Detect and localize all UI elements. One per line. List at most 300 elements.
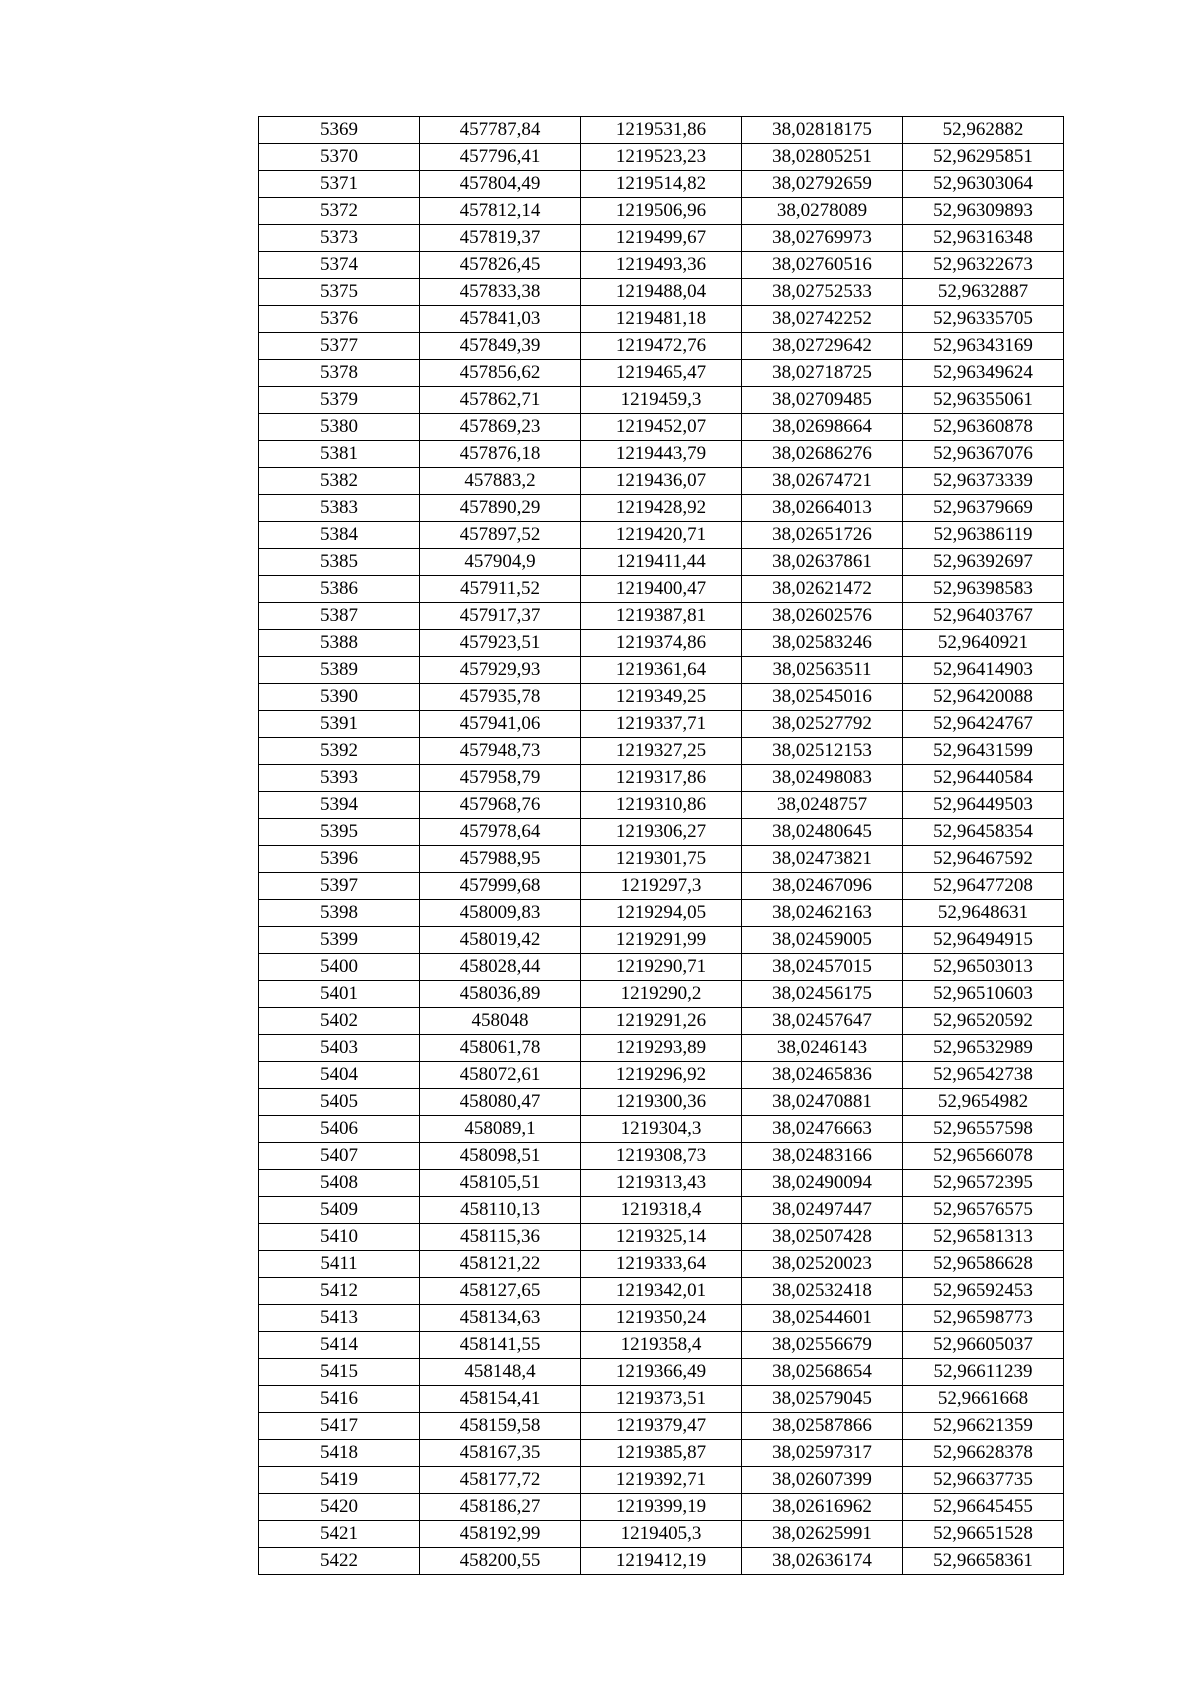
table-row: [259, 1305, 1064, 1332]
table-row: [259, 711, 1064, 738]
longitude-cell: 38,02512153: [742, 738, 903, 765]
y-coordinate-cell: 1219385,87: [581, 1440, 742, 1467]
table-row: [259, 1143, 1064, 1170]
longitude-cell: 38,02636174: [742, 1548, 903, 1575]
latitude-cell: 52,96576575: [903, 1197, 1064, 1224]
y-coordinate-cell: 1219488,04: [581, 279, 742, 306]
latitude-cell: 52,96414903: [903, 657, 1064, 684]
point-number-cell: 5401: [259, 981, 420, 1008]
y-coordinate-cell: 1219400,47: [581, 576, 742, 603]
point-number-cell: 5381: [259, 441, 420, 468]
table-row: [259, 252, 1064, 279]
table-row: [259, 1440, 1064, 1467]
longitude-cell: 38,02752533: [742, 279, 903, 306]
x-coordinate-cell: 457917,37: [420, 603, 581, 630]
x-coordinate-cell: 457897,52: [420, 522, 581, 549]
table-row: [259, 603, 1064, 630]
y-coordinate-cell: 1219452,07: [581, 414, 742, 441]
table-row: [259, 549, 1064, 576]
x-coordinate-cell: 458089,1: [420, 1116, 581, 1143]
coordinates-table: [258, 116, 1064, 1575]
point-number-cell: 5374: [259, 252, 420, 279]
table-row: [259, 1548, 1064, 1575]
y-coordinate-cell: 1219327,25: [581, 738, 742, 765]
latitude-cell: 52,96295851: [903, 144, 1064, 171]
longitude-cell: 38,02490094: [742, 1170, 903, 1197]
point-number-cell: 5410: [259, 1224, 420, 1251]
y-coordinate-cell: 1219531,86: [581, 117, 742, 144]
longitude-cell: 38,02792659: [742, 171, 903, 198]
longitude-cell: 38,02556679: [742, 1332, 903, 1359]
point-number-cell: 5394: [259, 792, 420, 819]
table-row: [259, 792, 1064, 819]
y-coordinate-cell: 1219313,43: [581, 1170, 742, 1197]
y-coordinate-cell: 1219387,81: [581, 603, 742, 630]
table-row: [259, 846, 1064, 873]
table-row: [259, 144, 1064, 171]
x-coordinate-cell: 458177,72: [420, 1467, 581, 1494]
point-number-cell: 5418: [259, 1440, 420, 1467]
table-row: [259, 387, 1064, 414]
longitude-cell: 38,02698664: [742, 414, 903, 441]
x-coordinate-cell: 457941,06: [420, 711, 581, 738]
x-coordinate-cell: 458141,55: [420, 1332, 581, 1359]
x-coordinate-cell: 457948,73: [420, 738, 581, 765]
longitude-cell: 38,02462163: [742, 900, 903, 927]
table-row: [259, 414, 1064, 441]
latitude-cell: 52,96532989: [903, 1035, 1064, 1062]
point-number-cell: 5402: [259, 1008, 420, 1035]
x-coordinate-cell: 457804,49: [420, 171, 581, 198]
x-coordinate-cell: 458009,83: [420, 900, 581, 927]
longitude-cell: 38,02729642: [742, 333, 903, 360]
table-row: [259, 306, 1064, 333]
y-coordinate-cell: 1219310,86: [581, 792, 742, 819]
table-row: [259, 900, 1064, 927]
point-number-cell: 5375: [259, 279, 420, 306]
latitude-cell: 52,96510603: [903, 981, 1064, 1008]
latitude-cell: 52,9661668: [903, 1386, 1064, 1413]
point-number-cell: 5406: [259, 1116, 420, 1143]
longitude-cell: 38,02709485: [742, 387, 903, 414]
point-number-cell: 5380: [259, 414, 420, 441]
table-row: [259, 333, 1064, 360]
x-coordinate-cell: 457978,64: [420, 819, 581, 846]
longitude-cell: 38,02597317: [742, 1440, 903, 1467]
table-row: [259, 873, 1064, 900]
longitude-cell: 38,02498083: [742, 765, 903, 792]
y-coordinate-cell: 1219459,3: [581, 387, 742, 414]
y-coordinate-cell: 1219291,26: [581, 1008, 742, 1035]
latitude-cell: 52,9632887: [903, 279, 1064, 306]
point-number-cell: 5404: [259, 1062, 420, 1089]
longitude-cell: 38,02621472: [742, 576, 903, 603]
point-number-cell: 5387: [259, 603, 420, 630]
point-number-cell: 5390: [259, 684, 420, 711]
longitude-cell: 38,02625991: [742, 1521, 903, 1548]
point-number-cell: 5396: [259, 846, 420, 873]
y-coordinate-cell: 1219361,64: [581, 657, 742, 684]
point-number-cell: 5379: [259, 387, 420, 414]
x-coordinate-cell: 458105,51: [420, 1170, 581, 1197]
y-coordinate-cell: 1219523,23: [581, 144, 742, 171]
y-coordinate-cell: 1219325,14: [581, 1224, 742, 1251]
y-coordinate-cell: 1219296,92: [581, 1062, 742, 1089]
table-row: [259, 819, 1064, 846]
latitude-cell: 52,96355061: [903, 387, 1064, 414]
table-row: [259, 1008, 1064, 1035]
x-coordinate-cell: 458098,51: [420, 1143, 581, 1170]
x-coordinate-cell: 458121,22: [420, 1251, 581, 1278]
x-coordinate-cell: 457856,62: [420, 360, 581, 387]
x-coordinate-cell: 457862,71: [420, 387, 581, 414]
table-row: [259, 927, 1064, 954]
latitude-cell: 52,96303064: [903, 171, 1064, 198]
longitude-cell: 38,02607399: [742, 1467, 903, 1494]
y-coordinate-cell: 1219317,86: [581, 765, 742, 792]
latitude-cell: 52,9654982: [903, 1089, 1064, 1116]
x-coordinate-cell: 458200,55: [420, 1548, 581, 1575]
table-row: [259, 684, 1064, 711]
y-coordinate-cell: 1219290,2: [581, 981, 742, 1008]
y-coordinate-cell: 1219411,44: [581, 549, 742, 576]
point-number-cell: 5397: [259, 873, 420, 900]
y-coordinate-cell: 1219428,92: [581, 495, 742, 522]
point-number-cell: 5403: [259, 1035, 420, 1062]
point-number-cell: 5415: [259, 1359, 420, 1386]
latitude-cell: 52,96494915: [903, 927, 1064, 954]
table-row: [259, 495, 1064, 522]
point-number-cell: 5373: [259, 225, 420, 252]
point-number-cell: 5372: [259, 198, 420, 225]
longitude-cell: 38,02664013: [742, 495, 903, 522]
latitude-cell: 52,96605037: [903, 1332, 1064, 1359]
y-coordinate-cell: 1219304,3: [581, 1116, 742, 1143]
longitude-cell: 38,02476663: [742, 1116, 903, 1143]
table-row: [259, 630, 1064, 657]
y-coordinate-cell: 1219399,19: [581, 1494, 742, 1521]
longitude-cell: 38,02544601: [742, 1305, 903, 1332]
latitude-cell: 52,962882: [903, 117, 1064, 144]
longitude-cell: 38,02718725: [742, 360, 903, 387]
table-row: [259, 117, 1064, 144]
table-row: [259, 468, 1064, 495]
table-row: [259, 1386, 1064, 1413]
table-row: [259, 1359, 1064, 1386]
table-row: [259, 171, 1064, 198]
x-coordinate-cell: 458115,36: [420, 1224, 581, 1251]
latitude-cell: 52,96322673: [903, 252, 1064, 279]
latitude-cell: 52,96581313: [903, 1224, 1064, 1251]
x-coordinate-cell: 458072,61: [420, 1062, 581, 1089]
table-row: [259, 279, 1064, 306]
longitude-cell: 38,02465836: [742, 1062, 903, 1089]
latitude-cell: 52,96658361: [903, 1548, 1064, 1575]
latitude-cell: 52,96440584: [903, 765, 1064, 792]
x-coordinate-cell: 458192,99: [420, 1521, 581, 1548]
x-coordinate-cell: 458048: [420, 1008, 581, 1035]
longitude-cell: 38,02818175: [742, 117, 903, 144]
table-row: [259, 522, 1064, 549]
x-coordinate-cell: 458159,58: [420, 1413, 581, 1440]
point-number-cell: 5395: [259, 819, 420, 846]
point-number-cell: 5382: [259, 468, 420, 495]
y-coordinate-cell: 1219379,47: [581, 1413, 742, 1440]
longitude-cell: 38,02527792: [742, 711, 903, 738]
table-row: [259, 1413, 1064, 1440]
point-number-cell: 5412: [259, 1278, 420, 1305]
table-row: [259, 657, 1064, 684]
latitude-cell: 52,96520592: [903, 1008, 1064, 1035]
point-number-cell: 5414: [259, 1332, 420, 1359]
latitude-cell: 52,9640921: [903, 630, 1064, 657]
longitude-cell: 38,02579045: [742, 1386, 903, 1413]
y-coordinate-cell: 1219297,3: [581, 873, 742, 900]
y-coordinate-cell: 1219293,89: [581, 1035, 742, 1062]
point-number-cell: 5409: [259, 1197, 420, 1224]
y-coordinate-cell: 1219366,49: [581, 1359, 742, 1386]
latitude-cell: 52,96542738: [903, 1062, 1064, 1089]
y-coordinate-cell: 1219349,25: [581, 684, 742, 711]
x-coordinate-cell: 457826,45: [420, 252, 581, 279]
latitude-cell: 52,96598773: [903, 1305, 1064, 1332]
point-number-cell: 5371: [259, 171, 420, 198]
y-coordinate-cell: 1219499,67: [581, 225, 742, 252]
table-row: [259, 441, 1064, 468]
point-number-cell: 5392: [259, 738, 420, 765]
x-coordinate-cell: 457812,14: [420, 198, 581, 225]
y-coordinate-cell: 1219318,4: [581, 1197, 742, 1224]
y-coordinate-cell: 1219465,47: [581, 360, 742, 387]
y-coordinate-cell: 1219342,01: [581, 1278, 742, 1305]
point-number-cell: 5389: [259, 657, 420, 684]
y-coordinate-cell: 1219514,82: [581, 171, 742, 198]
longitude-cell: 38,02532418: [742, 1278, 903, 1305]
latitude-cell: 52,96373339: [903, 468, 1064, 495]
point-number-cell: 5399: [259, 927, 420, 954]
latitude-cell: 52,96503013: [903, 954, 1064, 981]
y-coordinate-cell: 1219290,71: [581, 954, 742, 981]
point-number-cell: 5400: [259, 954, 420, 981]
longitude-cell: 38,02459005: [742, 927, 903, 954]
latitude-cell: 52,96316348: [903, 225, 1064, 252]
latitude-cell: 52,96611239: [903, 1359, 1064, 1386]
point-number-cell: 5384: [259, 522, 420, 549]
point-number-cell: 5407: [259, 1143, 420, 1170]
longitude-cell: 38,02637861: [742, 549, 903, 576]
latitude-cell: 52,96586628: [903, 1251, 1064, 1278]
latitude-cell: 52,96628378: [903, 1440, 1064, 1467]
x-coordinate-cell: 457911,52: [420, 576, 581, 603]
x-coordinate-cell: 457849,39: [420, 333, 581, 360]
table-row: [259, 1278, 1064, 1305]
x-coordinate-cell: 458167,35: [420, 1440, 581, 1467]
x-coordinate-cell: 457787,84: [420, 117, 581, 144]
x-coordinate-cell: 458127,65: [420, 1278, 581, 1305]
table-row: [259, 954, 1064, 981]
latitude-cell: 52,96398583: [903, 576, 1064, 603]
latitude-cell: 52,96557598: [903, 1116, 1064, 1143]
point-number-cell: 5388: [259, 630, 420, 657]
latitude-cell: 52,96386119: [903, 522, 1064, 549]
latitude-cell: 52,96566078: [903, 1143, 1064, 1170]
latitude-cell: 52,96309893: [903, 198, 1064, 225]
longitude-cell: 38,02473821: [742, 846, 903, 873]
table-row: [259, 1332, 1064, 1359]
point-number-cell: 5398: [259, 900, 420, 927]
point-number-cell: 5377: [259, 333, 420, 360]
table-row: [259, 1521, 1064, 1548]
x-coordinate-cell: 457869,23: [420, 414, 581, 441]
longitude-cell: 38,02769973: [742, 225, 903, 252]
longitude-cell: 38,02742252: [742, 306, 903, 333]
latitude-cell: 52,96343169: [903, 333, 1064, 360]
x-coordinate-cell: 457923,51: [420, 630, 581, 657]
y-coordinate-cell: 1219436,07: [581, 468, 742, 495]
x-coordinate-cell: 458019,42: [420, 927, 581, 954]
table-row: [259, 1251, 1064, 1278]
x-coordinate-cell: 457958,79: [420, 765, 581, 792]
table-row: [259, 1170, 1064, 1197]
x-coordinate-cell: 457968,76: [420, 792, 581, 819]
point-number-cell: 5413: [259, 1305, 420, 1332]
point-number-cell: 5411: [259, 1251, 420, 1278]
table-row: [259, 360, 1064, 387]
latitude-cell: 52,96645455: [903, 1494, 1064, 1521]
longitude-cell: 38,02456175: [742, 981, 903, 1008]
longitude-cell: 38,02483166: [742, 1143, 903, 1170]
point-number-cell: 5421: [259, 1521, 420, 1548]
y-coordinate-cell: 1219405,3: [581, 1521, 742, 1548]
longitude-cell: 38,02507428: [742, 1224, 903, 1251]
table-row: [259, 1116, 1064, 1143]
x-coordinate-cell: 457841,03: [420, 306, 581, 333]
y-coordinate-cell: 1219308,73: [581, 1143, 742, 1170]
latitude-cell: 52,96379669: [903, 495, 1064, 522]
latitude-cell: 52,96335705: [903, 306, 1064, 333]
longitude-cell: 38,02616962: [742, 1494, 903, 1521]
x-coordinate-cell: 457819,37: [420, 225, 581, 252]
x-coordinate-cell: 458028,44: [420, 954, 581, 981]
x-coordinate-cell: 458061,78: [420, 1035, 581, 1062]
latitude-cell: 52,96360878: [903, 414, 1064, 441]
x-coordinate-cell: 457890,29: [420, 495, 581, 522]
x-coordinate-cell: 458134,63: [420, 1305, 581, 1332]
x-coordinate-cell: 458186,27: [420, 1494, 581, 1521]
y-coordinate-cell: 1219392,71: [581, 1467, 742, 1494]
longitude-cell: 38,02470881: [742, 1089, 903, 1116]
table-row: [259, 765, 1064, 792]
x-coordinate-cell: 457904,9: [420, 549, 581, 576]
longitude-cell: 38,0278089: [742, 198, 903, 225]
coordinates-table-body: [259, 117, 1064, 1575]
point-number-cell: 5416: [259, 1386, 420, 1413]
x-coordinate-cell: 457833,38: [420, 279, 581, 306]
longitude-cell: 38,02563511: [742, 657, 903, 684]
y-coordinate-cell: 1219481,18: [581, 306, 742, 333]
point-number-cell: 5422: [259, 1548, 420, 1575]
table-row: [259, 738, 1064, 765]
latitude-cell: 52,96367076: [903, 441, 1064, 468]
latitude-cell: 52,96621359: [903, 1413, 1064, 1440]
y-coordinate-cell: 1219412,19: [581, 1548, 742, 1575]
y-coordinate-cell: 1219306,27: [581, 819, 742, 846]
point-number-cell: 5391: [259, 711, 420, 738]
longitude-cell: 38,02545016: [742, 684, 903, 711]
latitude-cell: 52,96403767: [903, 603, 1064, 630]
y-coordinate-cell: 1219373,51: [581, 1386, 742, 1413]
point-number-cell: 5376: [259, 306, 420, 333]
x-coordinate-cell: 458154,41: [420, 1386, 581, 1413]
longitude-cell: 38,02480645: [742, 819, 903, 846]
latitude-cell: 52,96449503: [903, 792, 1064, 819]
latitude-cell: 52,96572395: [903, 1170, 1064, 1197]
y-coordinate-cell: 1219301,75: [581, 846, 742, 873]
x-coordinate-cell: 457876,18: [420, 441, 581, 468]
latitude-cell: 52,96637735: [903, 1467, 1064, 1494]
y-coordinate-cell: 1219374,86: [581, 630, 742, 657]
latitude-cell: 52,96420088: [903, 684, 1064, 711]
longitude-cell: 38,02457015: [742, 954, 903, 981]
point-number-cell: 5417: [259, 1413, 420, 1440]
latitude-cell: 52,96349624: [903, 360, 1064, 387]
latitude-cell: 52,96592453: [903, 1278, 1064, 1305]
longitude-cell: 38,02457647: [742, 1008, 903, 1035]
table-row: [259, 981, 1064, 1008]
longitude-cell: 38,02587866: [742, 1413, 903, 1440]
longitude-cell: 38,02760516: [742, 252, 903, 279]
table-row: [259, 225, 1064, 252]
table-row: [259, 1467, 1064, 1494]
y-coordinate-cell: 1219350,24: [581, 1305, 742, 1332]
x-coordinate-cell: 457988,95: [420, 846, 581, 873]
x-coordinate-cell: 458110,13: [420, 1197, 581, 1224]
table-row: [259, 1089, 1064, 1116]
longitude-cell: 38,02651726: [742, 522, 903, 549]
y-coordinate-cell: 1219420,71: [581, 522, 742, 549]
x-coordinate-cell: 457796,41: [420, 144, 581, 171]
point-number-cell: 5420: [259, 1494, 420, 1521]
table-row: [259, 1224, 1064, 1251]
table-row: [259, 1062, 1064, 1089]
y-coordinate-cell: 1219472,76: [581, 333, 742, 360]
longitude-cell: 38,0246143: [742, 1035, 903, 1062]
table-row: [259, 1035, 1064, 1062]
longitude-cell: 38,02583246: [742, 630, 903, 657]
point-number-cell: 5385: [259, 549, 420, 576]
longitude-cell: 38,02520023: [742, 1251, 903, 1278]
x-coordinate-cell: 457999,68: [420, 873, 581, 900]
longitude-cell: 38,02568654: [742, 1359, 903, 1386]
x-coordinate-cell: 457935,78: [420, 684, 581, 711]
y-coordinate-cell: 1219291,99: [581, 927, 742, 954]
latitude-cell: 52,96392697: [903, 549, 1064, 576]
table-row: [259, 1494, 1064, 1521]
x-coordinate-cell: 458036,89: [420, 981, 581, 1008]
table-row: [259, 198, 1064, 225]
y-coordinate-cell: 1219300,36: [581, 1089, 742, 1116]
point-number-cell: 5386: [259, 576, 420, 603]
longitude-cell: 38,02467096: [742, 873, 903, 900]
y-coordinate-cell: 1219493,36: [581, 252, 742, 279]
latitude-cell: 52,96424767: [903, 711, 1064, 738]
latitude-cell: 52,96651528: [903, 1521, 1064, 1548]
point-number-cell: 5408: [259, 1170, 420, 1197]
latitude-cell: 52,96458354: [903, 819, 1064, 846]
point-number-cell: 5378: [259, 360, 420, 387]
y-coordinate-cell: 1219443,79: [581, 441, 742, 468]
point-number-cell: 5405: [259, 1089, 420, 1116]
